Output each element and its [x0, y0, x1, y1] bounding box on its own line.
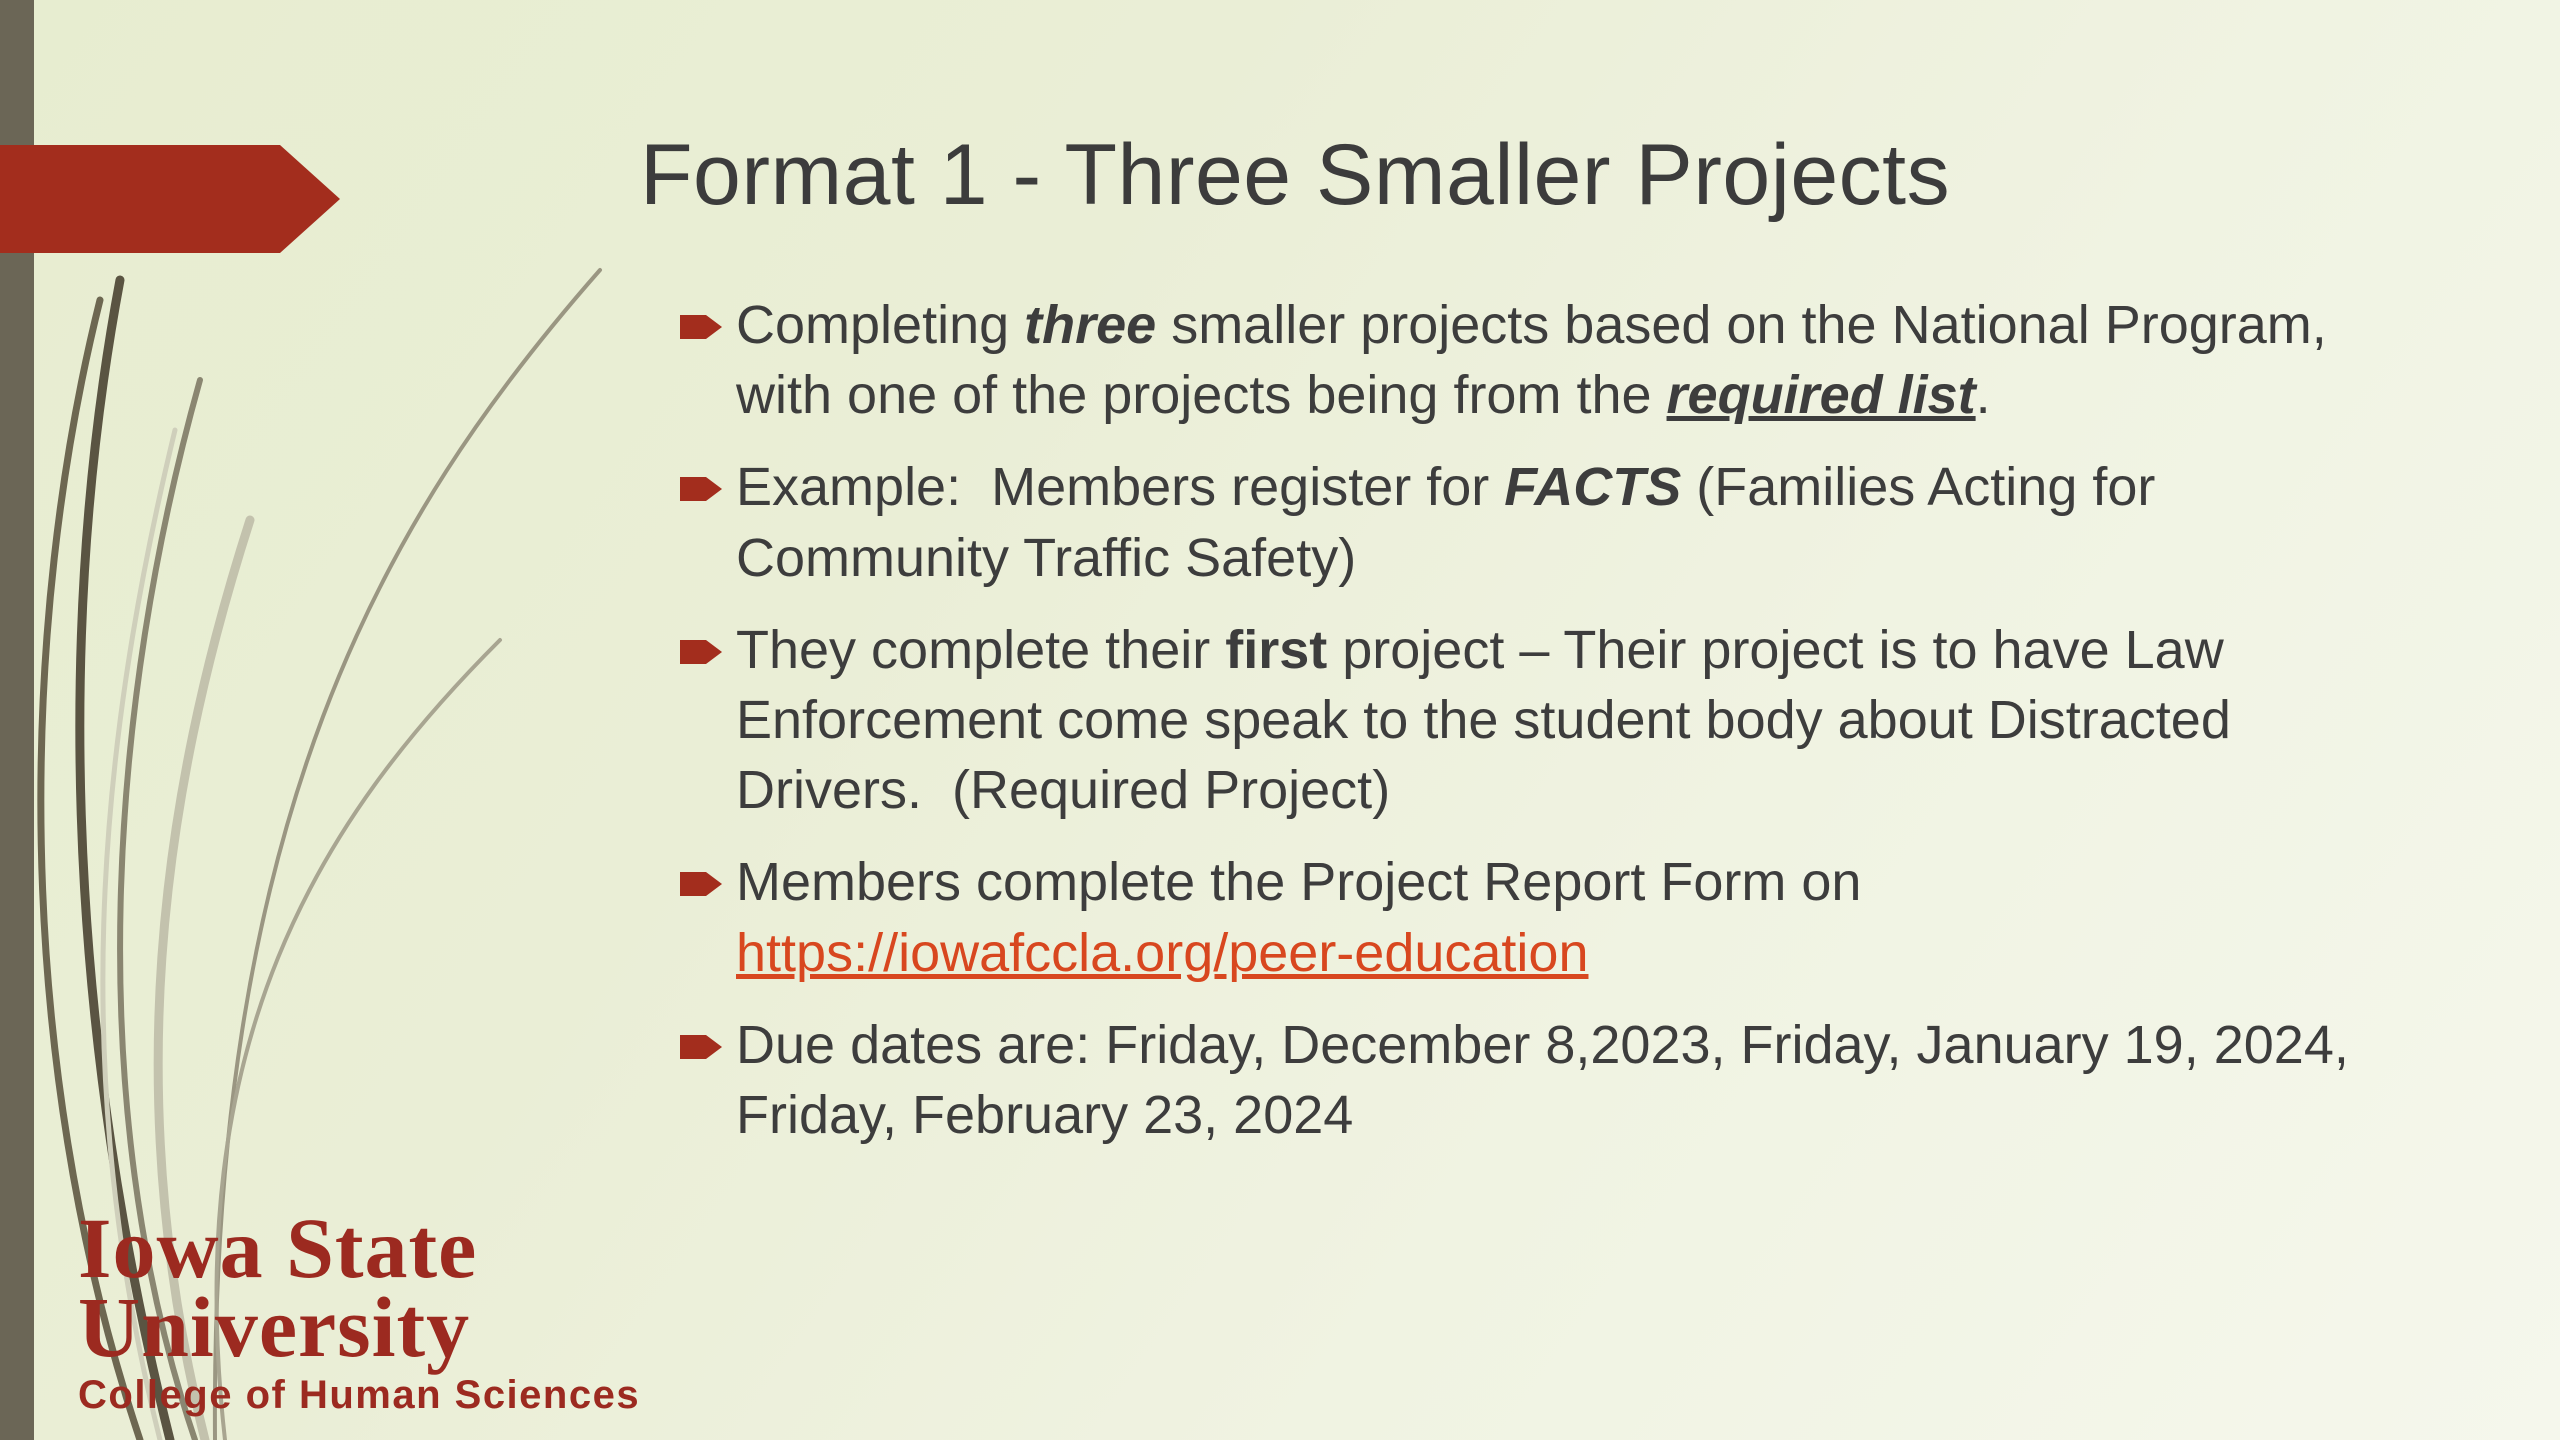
bullet-first-project: They complete their first project – Their project is to have Law Enforcement come speak to the student body about Distracted Drivers. (Required Project) — [736, 619, 2231, 821]
red-arrow-bullet-icon — [680, 615, 736, 667]
red-arrow-bullet-icon — [680, 847, 736, 899]
list-item — [680, 847, 2410, 987]
list-item — [680, 615, 2410, 826]
project-report-form-label: Members complete the Project Report Form on — [736, 852, 1862, 913]
slide-title: Format 1 - Three Smaller Projects — [640, 127, 1951, 223]
list-item — [680, 1010, 2410, 1150]
isu-logo — [78, 1199, 738, 1418]
logo-subtitle: College of Human Sciences — [78, 1373, 641, 1417]
bullet-list — [680, 290, 2410, 1172]
list-item — [680, 452, 2410, 592]
logo-line-iowa-state: Iowa State — [78, 1199, 478, 1296]
peer-education-link[interactable]: https://iowafccla.org/peer-education — [736, 922, 1589, 983]
bullet-example-facts: Example: Members register for FACTS (Families Acting for Community Traffic Safety) — [736, 457, 2156, 588]
bullet-completing-three: Completing three smaller projects based on the National Program, with one of the projects being from the required list. — [736, 295, 2327, 426]
red-arrow-bullet-icon — [680, 452, 736, 504]
red-arrow-banner-icon — [0, 145, 340, 253]
red-arrow-bullet-icon — [680, 290, 736, 342]
bullet-due-dates: Due dates are: Friday, December 8,2023, Friday, January 19, 2024, Friday, February 23, 2024 — [736, 1014, 2349, 1145]
red-arrow-bullet-icon — [680, 1010, 736, 1062]
list-item — [680, 290, 2410, 430]
logo-line-university: University — [78, 1278, 471, 1375]
bullet-project-report-form — [736, 847, 2410, 987]
